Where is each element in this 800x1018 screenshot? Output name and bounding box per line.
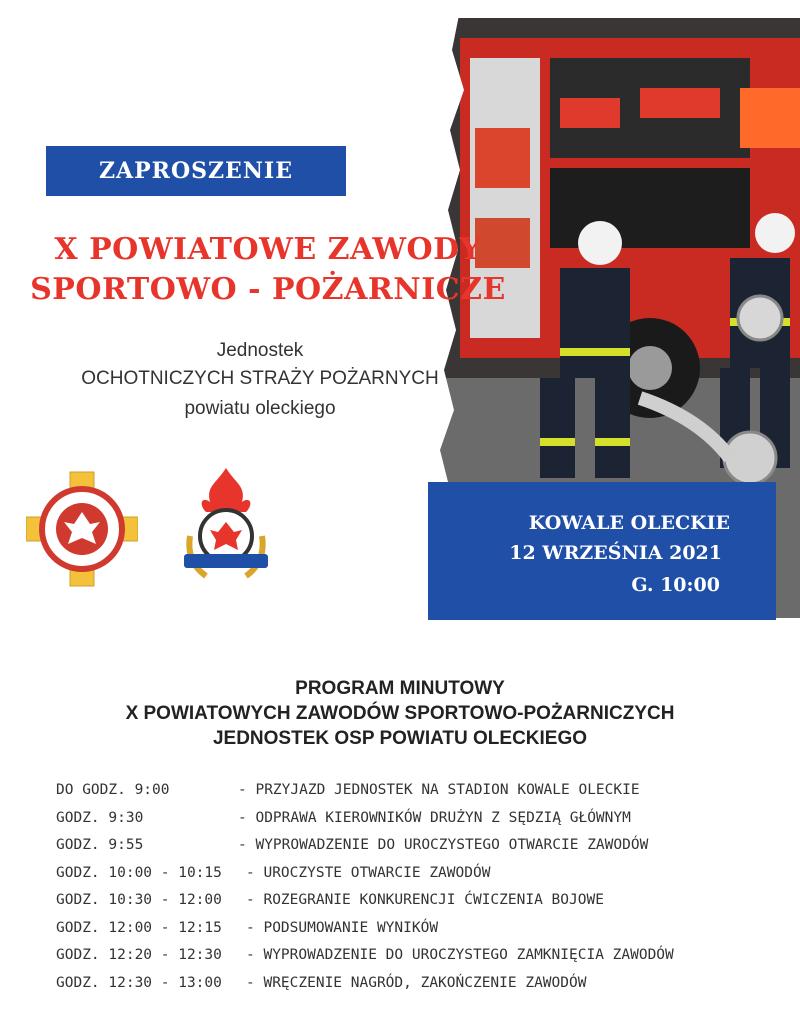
schedule-time: GODZ. 12:20 - 12:30 [56, 947, 222, 963]
psp-logo [176, 466, 276, 586]
event-info-box [428, 482, 776, 620]
schedule-row [56, 920, 776, 948]
subtitle-line-3: powiatu oleckiego [184, 398, 336, 419]
subtitle-line-2: OCHOTNICZYCH STRAŻY POŻARNYCH [81, 368, 439, 389]
schedule-row [56, 865, 776, 893]
schedule-time: DO GODZ. 9:00 [56, 782, 170, 798]
schedule-row [56, 810, 776, 838]
schedule-time: GODZ. 10:30 - 12:00 [56, 892, 222, 908]
event-date: 12 WRZEŚNIA 2021 [509, 542, 722, 564]
schedule-row [56, 975, 776, 1003]
schedule-list [56, 782, 776, 1002]
schedule-time: GODZ. 10:00 - 10:15 [56, 864, 222, 881]
schedule-desc: - PODSUMOWANIE WYNIKÓW [246, 919, 439, 936]
subtitle-line-1: Jednostek [216, 340, 304, 361]
event-title-line-2: SPORTOWO - POŻARNICZE [30, 272, 506, 307]
program-heading-3: JEDNOSTEK OSP POWIATU OLECKIEGO [212, 728, 588, 749]
zosp-logo [26, 470, 138, 588]
invitation-badge: ZAPROSZENIE [46, 146, 346, 196]
event-title-line-1: X POWIATOWE ZAWODY [54, 232, 482, 267]
schedule-time: GODZ. 12:00 - 12:15 [56, 919, 222, 936]
program-heading-1: PROGRAM MINUTOWY [295, 678, 505, 699]
program-heading-2: X POWIATOWYCH ZAWODÓW SPORTOWO-POŻARNICZYCH [125, 703, 675, 724]
schedule-time: GODZ. 9:55 [56, 837, 144, 853]
schedule-desc: - PRZYJAZD JEDNOSTEK NA STADION KOWALE OLECKIE [238, 782, 640, 798]
schedule-row [56, 837, 776, 865]
schedule-row [56, 892, 776, 920]
event-time: G. 10:00 [631, 574, 720, 596]
schedule-time: GODZ. 9:30 [56, 809, 144, 826]
schedule-desc: - WYPROWADZENIE DO UROCZYSTEGO OTWARCIE ZAWODÓW [238, 837, 649, 853]
schedule-desc: - UROCZYSTE OTWARCIE ZAWODÓW [246, 864, 491, 881]
schedule-row [56, 782, 776, 810]
schedule-row [56, 947, 776, 975]
schedule-desc: - ROZEGRANIE KONKURENCJI ĆWICZENIA BOJOWE [246, 892, 604, 908]
schedule-time: GODZ. 12:30 - 13:00 [56, 974, 222, 991]
schedule-desc: - WYPROWADZENIE DO UROCZYSTEGO ZAMKNIĘCIA ZAWODÓW [246, 947, 674, 963]
schedule-desc: - WRĘCZENIE NAGRÓD, ZAKOŃCZENIE ZAWODÓW [246, 974, 587, 991]
event-place: KOWALE OLECKIE [528, 512, 730, 534]
schedule-desc: - ODPRAWA KIEROWNIKÓW DRUŻYN Z SĘDZIĄ GŁÓWNYM [238, 809, 631, 826]
